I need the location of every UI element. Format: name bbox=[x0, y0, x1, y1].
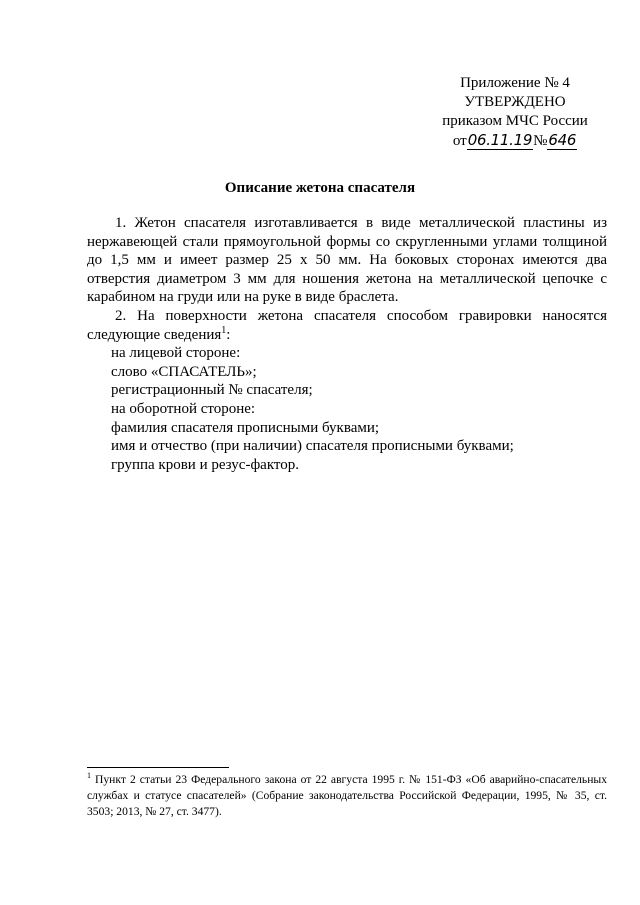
footnote-text: Пункт 2 статьи 23 Федерального закона от 22 августа 1995 г. № 151-ФЗ «Об аварийно-спасательных службах и статусе спасателей» (Собрание законодательства Российской Федерации, 1995, № 35, ст. 3503; 2013, № 27, ст. 3477). bbox=[87, 773, 608, 818]
footnote-reference[interactable]: 1 bbox=[221, 324, 227, 336]
footnote-divider bbox=[87, 767, 229, 768]
list-item: слово «СПАСАТЕЛЬ»; bbox=[111, 363, 257, 380]
number-sign: № bbox=[533, 133, 548, 149]
paragraph-2-text: 2. На поверхности жетона спасателя способом гравировки наносятся следующие сведения bbox=[87, 307, 607, 343]
paragraph-2-colon: : bbox=[226, 326, 231, 343]
handwritten-number: 646 bbox=[548, 131, 577, 149]
list-item: регистрационный № спасателя; bbox=[111, 382, 313, 399]
order-label: приказом МЧС России bbox=[442, 113, 588, 129]
paragraph-2 bbox=[87, 307, 607, 344]
approved-label: УТВЕРЖДЕНО bbox=[464, 94, 566, 110]
list-item: на лицевой стороне: bbox=[111, 345, 241, 362]
order-date-line bbox=[440, 131, 590, 151]
appendix-label: Приложение № 4 bbox=[460, 75, 570, 91]
list-item: группа крови и резус-фактор. bbox=[111, 456, 300, 473]
document-body bbox=[87, 214, 607, 474]
date-prefix: от bbox=[452, 133, 467, 149]
approval-block bbox=[440, 74, 590, 151]
list-item: имя и отчество (при наличии) спасателя прописными буквами; bbox=[111, 438, 514, 455]
document-title: Описание жетона спасателя bbox=[224, 180, 416, 196]
footnote bbox=[87, 772, 607, 820]
list-item: фамилия спасателя прописными буквами; bbox=[111, 419, 380, 436]
handwritten-date: 06.11.19 bbox=[467, 131, 533, 149]
paragraph-1: 1. Жетон спасателя изготавливается в виде металлической пластины из нержавеющей стали прямоугольной формы со скругленными углами толщиной до 1,5 мм и имеет размер 25 x 50 мм. На боковых сторонах имеются два отверстия диаметром 3 мм для ношения жетона на металлической цепочке с карабином на груди или на руке в виде браслета. bbox=[87, 215, 607, 306]
footnote-marker: 1 bbox=[87, 771, 91, 781]
list-item: на оборотной стороне: bbox=[111, 400, 256, 417]
